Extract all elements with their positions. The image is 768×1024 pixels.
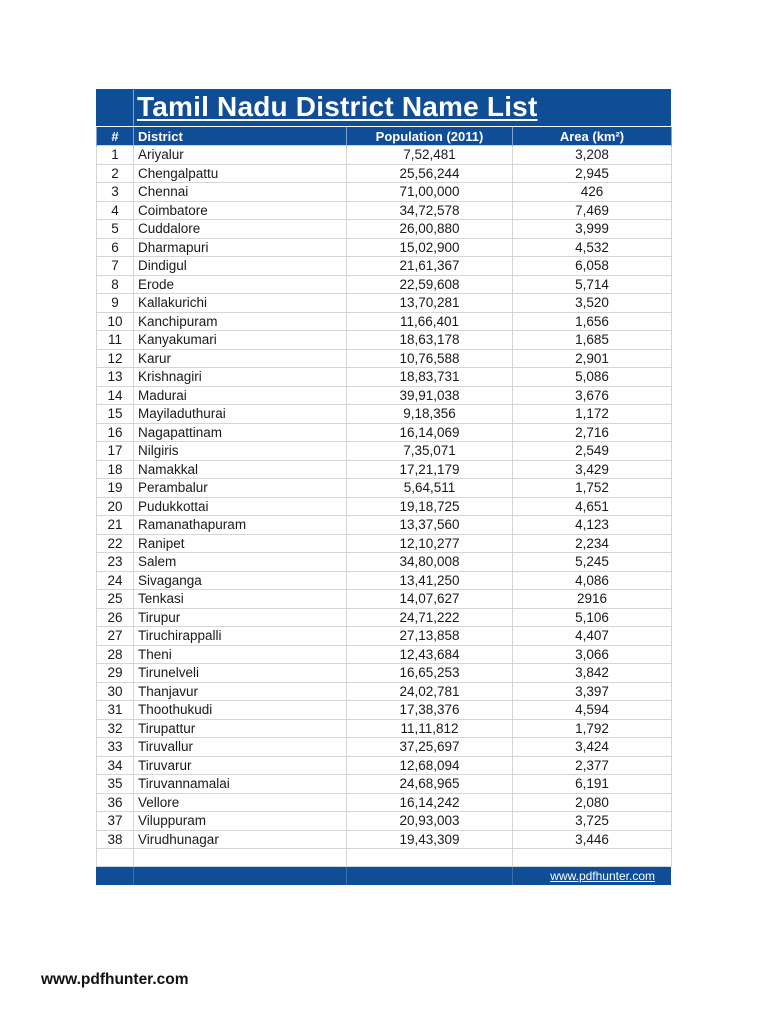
- table-row: [97, 238, 672, 257]
- table-row: [97, 479, 672, 498]
- row-number: 27: [97, 627, 134, 646]
- table-row: [97, 405, 672, 424]
- area-value: 3,446: [513, 830, 672, 849]
- population-value: 13,41,250: [347, 571, 513, 590]
- table-row: [97, 627, 672, 646]
- table-row: [97, 349, 672, 368]
- district-name: Tiruchirappalli: [134, 627, 347, 646]
- area-value: 3,676: [513, 386, 672, 405]
- population-value: 17,38,376: [347, 701, 513, 720]
- row-number: 31: [97, 701, 134, 720]
- area-value: 4,594: [513, 701, 672, 720]
- row-number: 5: [97, 220, 134, 239]
- area-value: 4,123: [513, 516, 672, 535]
- population-value: 17,21,179: [347, 460, 513, 479]
- row-number: 3: [97, 183, 134, 202]
- district-name: Erode: [134, 275, 347, 294]
- row-number: 14: [97, 386, 134, 405]
- row-number: 1: [97, 146, 134, 165]
- table-row: [97, 386, 672, 405]
- row-number: 2: [97, 164, 134, 183]
- row-number: 10: [97, 312, 134, 331]
- table-row: [97, 331, 672, 350]
- district-name: Krishnagiri: [134, 368, 347, 387]
- population-value: 13,70,281: [347, 294, 513, 313]
- area-value: 2,945: [513, 164, 672, 183]
- district-name: Ramanathapuram: [134, 516, 347, 535]
- population-value: 19,43,309: [347, 830, 513, 849]
- population-value: 27,13,858: [347, 627, 513, 646]
- row-number: 28: [97, 645, 134, 664]
- area-value: 6,058: [513, 257, 672, 276]
- row-number: 15: [97, 405, 134, 424]
- district-name: Pudukkottai: [134, 497, 347, 516]
- district-name: Sivaganga: [134, 571, 347, 590]
- district-name: Dharmapuri: [134, 238, 347, 257]
- area-value: 4,651: [513, 497, 672, 516]
- district-name: Viluppuram: [134, 812, 347, 831]
- row-number: 17: [97, 442, 134, 461]
- table-row: [97, 553, 672, 572]
- table-row: [97, 682, 672, 701]
- area-value: 426: [513, 183, 672, 202]
- row-number: 9: [97, 294, 134, 313]
- table-row: [97, 738, 672, 757]
- table-row: [97, 257, 672, 276]
- column-header-number: #: [97, 127, 134, 146]
- blank-row: [97, 849, 672, 867]
- column-header-district: District: [134, 127, 347, 146]
- footer-divider: [346, 867, 347, 885]
- area-value: 2,080: [513, 793, 672, 812]
- area-value: 6,191: [513, 775, 672, 794]
- district-name: Coimbatore: [134, 201, 347, 220]
- population-value: 18,83,731: [347, 368, 513, 387]
- row-number: 21: [97, 516, 134, 535]
- area-value: 5,714: [513, 275, 672, 294]
- district-name: Perambalur: [134, 479, 347, 498]
- population-value: 7,52,481: [347, 146, 513, 165]
- table-header-row: [97, 127, 672, 146]
- table-row: [97, 812, 672, 831]
- area-value: 3,999: [513, 220, 672, 239]
- row-number: 18: [97, 460, 134, 479]
- district-name: Thanjavur: [134, 682, 347, 701]
- area-value: 4,532: [513, 238, 672, 257]
- population-value: 22,59,608: [347, 275, 513, 294]
- row-number: 13: [97, 368, 134, 387]
- district-name: Vellore: [134, 793, 347, 812]
- row-number: 38: [97, 830, 134, 849]
- footer-bar: [96, 867, 671, 885]
- area-value: 3,429: [513, 460, 672, 479]
- population-value: 24,02,781: [347, 682, 513, 701]
- blank-cell: [97, 849, 134, 867]
- table-row: [97, 701, 672, 720]
- district-name: Tiruvarur: [134, 756, 347, 775]
- table-row: [97, 516, 672, 535]
- table-row: [97, 294, 672, 313]
- population-value: 26,00,880: [347, 220, 513, 239]
- population-value: 24,71,222: [347, 608, 513, 627]
- district-name: Kallakurichi: [134, 294, 347, 313]
- row-number: 26: [97, 608, 134, 627]
- table-row: [97, 275, 672, 294]
- blank-cell: [134, 849, 347, 867]
- row-number: 16: [97, 423, 134, 442]
- table-row: [97, 830, 672, 849]
- district-name: Kanchipuram: [134, 312, 347, 331]
- district-name: Tirupattur: [134, 719, 347, 738]
- table-row: [97, 756, 672, 775]
- row-number: 30: [97, 682, 134, 701]
- population-value: 10,76,588: [347, 349, 513, 368]
- district-name: Tenkasi: [134, 590, 347, 609]
- table-row: [97, 775, 672, 794]
- table-row: [97, 201, 672, 220]
- population-value: 34,72,578: [347, 201, 513, 220]
- district-name: Kanyakumari: [134, 331, 347, 350]
- district-name: Dindigul: [134, 257, 347, 276]
- table-row: [97, 460, 672, 479]
- area-value: 2,377: [513, 756, 672, 775]
- table-row: [97, 590, 672, 609]
- population-value: 5,64,511: [347, 479, 513, 498]
- population-value: 24,68,965: [347, 775, 513, 794]
- district-table-sheet: [96, 89, 671, 885]
- population-value: 13,37,560: [347, 516, 513, 535]
- district-name: Salem: [134, 553, 347, 572]
- district-name: Theni: [134, 645, 347, 664]
- population-value: 16,14,242: [347, 793, 513, 812]
- district-name: Tirupur: [134, 608, 347, 627]
- table-row: [97, 645, 672, 664]
- bottom-website-url[interactable]: www.pdfhunter.com: [41, 971, 189, 988]
- blank-cell: [347, 849, 513, 867]
- district-name: Virudhunagar: [134, 830, 347, 849]
- table-row: [97, 220, 672, 239]
- row-number: 20: [97, 497, 134, 516]
- district-name: Madurai: [134, 386, 347, 405]
- population-value: 12,10,277: [347, 534, 513, 553]
- table-row: [97, 442, 672, 461]
- title-bar: [96, 89, 671, 127]
- population-value: 14,07,627: [347, 590, 513, 609]
- area-value: 3,397: [513, 682, 672, 701]
- area-value: 7,469: [513, 201, 672, 220]
- population-value: 25,56,244: [347, 164, 513, 183]
- area-value: 1,172: [513, 405, 672, 424]
- district-name: Ranipet: [134, 534, 347, 553]
- population-value: 37,25,697: [347, 738, 513, 757]
- row-number: 35: [97, 775, 134, 794]
- population-value: 7,35,071: [347, 442, 513, 461]
- district-name: Nagapattinam: [134, 423, 347, 442]
- area-value: 1,685: [513, 331, 672, 350]
- population-value: 11,11,812: [347, 719, 513, 738]
- area-value: 2916: [513, 590, 672, 609]
- area-value: 5,106: [513, 608, 672, 627]
- area-value: 3,424: [513, 738, 672, 757]
- table-body: [97, 146, 672, 867]
- row-number: 11: [97, 331, 134, 350]
- population-value: 11,66,401: [347, 312, 513, 331]
- district-name: Tirunelveli: [134, 664, 347, 683]
- district-name: Tiruvannamalai: [134, 775, 347, 794]
- area-value: 2,549: [513, 442, 672, 461]
- population-value: 15,02,900: [347, 238, 513, 257]
- area-value: 3,842: [513, 664, 672, 683]
- table-row: [97, 534, 672, 553]
- area-value: 3,208: [513, 146, 672, 165]
- row-number: 22: [97, 534, 134, 553]
- table-row: [97, 608, 672, 627]
- row-number: 34: [97, 756, 134, 775]
- population-value: 20,93,003: [347, 812, 513, 831]
- table-row: [97, 497, 672, 516]
- population-value: 9,18,356: [347, 405, 513, 424]
- row-number: 4: [97, 201, 134, 220]
- area-value: 5,086: [513, 368, 672, 387]
- footer-divider: [133, 867, 134, 885]
- row-number: 6: [97, 238, 134, 257]
- title-bar-divider: [133, 89, 134, 126]
- row-number: 23: [97, 553, 134, 572]
- table-row: [97, 719, 672, 738]
- district-name: Namakkal: [134, 460, 347, 479]
- population-value: 71,00,000: [347, 183, 513, 202]
- population-value: 39,91,038: [347, 386, 513, 405]
- district-name: Tiruvallur: [134, 738, 347, 757]
- row-number: 25: [97, 590, 134, 609]
- population-value: 19,18,725: [347, 497, 513, 516]
- table-row: [97, 368, 672, 387]
- column-header-population: Population (2011): [347, 127, 513, 146]
- table-row: [97, 146, 672, 165]
- area-value: 3,520: [513, 294, 672, 313]
- blank-cell: [513, 849, 672, 867]
- footer-website-link[interactable]: www.pdfhunter.com: [550, 869, 655, 883]
- area-value: 3,725: [513, 812, 672, 831]
- row-number: 33: [97, 738, 134, 757]
- area-value: 5,245: [513, 553, 672, 572]
- footer-divider: [512, 867, 513, 885]
- column-header-area: Area (km²): [513, 127, 672, 146]
- row-number: 36: [97, 793, 134, 812]
- area-value: 1,792: [513, 719, 672, 738]
- page-title: Tamil Nadu District Name List: [137, 91, 538, 122]
- row-number: 8: [97, 275, 134, 294]
- row-number: 19: [97, 479, 134, 498]
- district-name: Chennai: [134, 183, 347, 202]
- area-value: 2,234: [513, 534, 672, 553]
- district-name: Chengalpattu: [134, 164, 347, 183]
- area-value: 3,066: [513, 645, 672, 664]
- population-value: 12,43,684: [347, 645, 513, 664]
- area-value: 2,716: [513, 423, 672, 442]
- table-row: [97, 571, 672, 590]
- population-value: 34,80,008: [347, 553, 513, 572]
- row-number: 37: [97, 812, 134, 831]
- row-number: 7: [97, 257, 134, 276]
- area-value: 1,656: [513, 312, 672, 331]
- area-value: 2,901: [513, 349, 672, 368]
- district-name: Karur: [134, 349, 347, 368]
- table-row: [97, 664, 672, 683]
- district-name: Cuddalore: [134, 220, 347, 239]
- row-number: 32: [97, 719, 134, 738]
- row-number: 24: [97, 571, 134, 590]
- population-value: 12,68,094: [347, 756, 513, 775]
- district-name: Ariyalur: [134, 146, 347, 165]
- population-value: 18,63,178: [347, 331, 513, 350]
- district-name: Thoothukudi: [134, 701, 347, 720]
- district-name: Mayiladuthurai: [134, 405, 347, 424]
- area-value: 1,752: [513, 479, 672, 498]
- population-value: 16,14,069: [347, 423, 513, 442]
- table-row: [97, 312, 672, 331]
- area-value: 4,086: [513, 571, 672, 590]
- row-number: 12: [97, 349, 134, 368]
- table-row: [97, 164, 672, 183]
- table-row: [97, 793, 672, 812]
- district-name: Nilgiris: [134, 442, 347, 461]
- table-row: [97, 423, 672, 442]
- row-number: 29: [97, 664, 134, 683]
- district-table: [96, 127, 672, 867]
- area-value: 4,407: [513, 627, 672, 646]
- population-value: 16,65,253: [347, 664, 513, 683]
- table-row: [97, 183, 672, 202]
- population-value: 21,61,367: [347, 257, 513, 276]
